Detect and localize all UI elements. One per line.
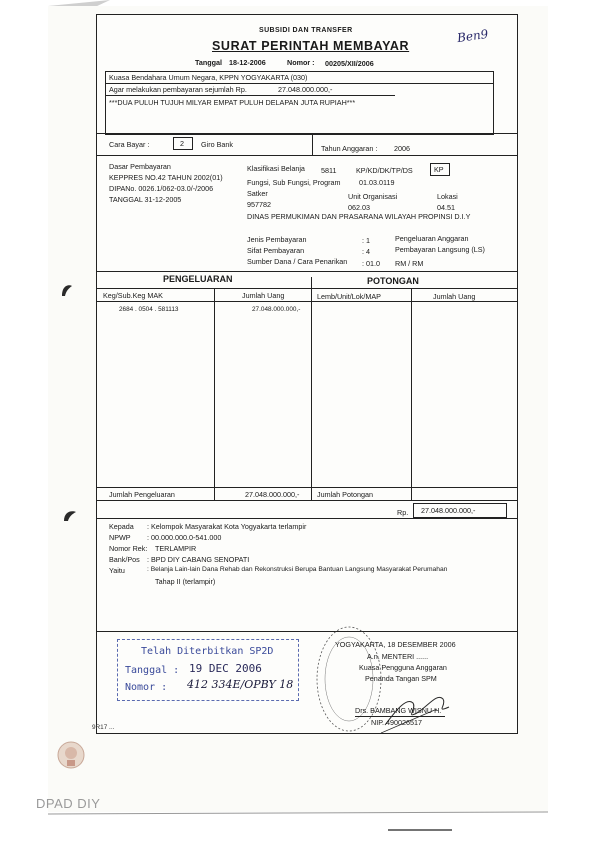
punch-hole-bottom (62, 508, 78, 524)
unit-org-label: Unit Organisasi (348, 192, 398, 201)
sifat-code: : 4 (362, 247, 370, 256)
footer-code: 9R17 ... (92, 724, 115, 731)
sign-role-2: Penanda Tangan SPM (365, 674, 437, 683)
bank-value: : BPD DIY CABANG SENOPATI (147, 555, 250, 564)
table-row-kode: 2684 . 0504 . 581113 (119, 306, 179, 313)
col-jumlah-header-right: Jumlah Uang (433, 292, 476, 301)
cara-bayar-label: Cara Bayar : (109, 140, 150, 149)
dinas-text: DINAS PERMUKIMAN DAN PRASARANA WILAYAH PROPINSI D.I.Y (247, 212, 471, 221)
pengeluaran-title: PENGELUARAN (163, 274, 233, 284)
sp2d-nomor-value: 412 334E/OPBY 18 (187, 678, 294, 691)
yaitu-value: : Belanja Lain-lain Dana Rehab dan Rekonstruksi Berupa Bantuan Langsung Masyarakat Perumahan (147, 566, 448, 573)
kepada-label: Kepada (109, 522, 134, 531)
satker-label: Satker (247, 189, 268, 198)
punch-hole-top (60, 282, 74, 298)
archive-logo-icon (56, 738, 86, 772)
form-title: SURAT PERINTAH MEMBAYAR (212, 39, 410, 53)
satker-value: 957782 (247, 200, 271, 209)
npwp-label: NPWP (109, 533, 131, 542)
sign-role-1: Kuasa Pengguna Anggaran (359, 663, 447, 672)
kp-value: KP (434, 165, 444, 174)
total-potongan-label: Jumlah Potongan (317, 490, 373, 499)
nomor-rek-value: TERLAMPIR (155, 544, 197, 553)
watermark-text: DPAD DIY (36, 796, 101, 811)
sign-an: A.n. MENTERI ...... (367, 652, 429, 661)
fungsi-label: Fungsi, Sub Fungsi, Program (247, 178, 341, 187)
sifat-text: Pembayaran Langsung (LS) (395, 245, 485, 254)
sp2d-tanggal-label: Tanggal : (125, 665, 180, 676)
sign-name: Drs. BAMBANG WISNU H. (355, 706, 442, 715)
lokasi-value: 04.51 (437, 203, 455, 212)
bank-label: Bank/Pos (109, 555, 140, 564)
spm-form (96, 14, 518, 734)
sp2d-tanggal-value: 19 DEC 2006 (189, 662, 262, 675)
sign-place-date: YOGYAKARTA, 18 DESEMBER 2006 (335, 640, 456, 649)
cara-bayar-code: 2 (180, 139, 184, 148)
date-value: 18-12-2006 (229, 58, 266, 67)
agar-label: Agar melakukan pembayaran sejumlah Rp. (109, 85, 247, 94)
date-label: Tanggal (195, 58, 223, 67)
total-pengeluaran-label: Jumlah Pengeluaran (109, 490, 175, 499)
col-lemb-header: Lemb/Unit/Lok/MAP (317, 292, 381, 301)
yaitu-label: Yaitu (109, 566, 125, 575)
agar-amount: 27.048.000.000,- (278, 85, 333, 94)
tahun-anggaran-value: 2006 (394, 144, 410, 153)
total-pengeluaran-value: 27.048.000.000,- (245, 490, 300, 499)
sign-nip: NIP. 490026517 (371, 718, 423, 727)
terbilang-text: ***DUA PULUH TUJUH MILYAR EMPAT PULUH DELAPAN JUTA RUPIAH*** (109, 98, 356, 107)
klasifikasi-label: Klasifikasi Belanja (247, 164, 305, 173)
kp-label: KP/KD/DK/TP/DS (356, 166, 413, 175)
kuasa-text: Kuasa Bendahara Umum Negara, KPPN YOGYAKARTA (030) (109, 73, 308, 82)
jenis-label: Jenis Pembayaran (247, 235, 307, 244)
net-rp-label: Rp. (397, 508, 409, 517)
lokasi-label: Lokasi (437, 192, 458, 201)
dasar-line-3: TANGGAL 31-12-2005 (109, 195, 182, 204)
col-keg-header: Keg/Sub.Keg MAK (103, 291, 163, 300)
sp2d-nomor-label: Nomor : (125, 682, 168, 693)
unit-org-value: 062.03 (348, 203, 370, 212)
fungsi-value: 01.03.0119 (359, 178, 395, 187)
kepada-value: : Kelompok Masyarakat Kota Yogyakarta terlampir (147, 522, 307, 531)
sp2d-stamp-title: Telah Diterbitkan SP2D (141, 646, 274, 657)
form-top-label: SUBSIDI DAN TRANSFER (259, 27, 353, 34)
table-row-jumlah: 27.048.000.000,- (252, 306, 301, 313)
number-label: Nomor : (287, 58, 315, 67)
dasar-label: Dasar Pembayaran (109, 162, 171, 171)
sumber-code: : 01.0 (362, 259, 380, 268)
dasar-line-1: KEPPRES NO.42 TAHUN 2002(01) (109, 173, 223, 182)
col-jumlah-header-left: Jumlah Uang (242, 291, 285, 300)
sifat-label: Sifat Pembayaran (247, 246, 305, 255)
npwp-value: : 00.000.000.0-541.000 (147, 533, 222, 542)
tahun-anggaran-label: Tahun Anggaran : (321, 144, 378, 153)
yaitu-continuation: Tahap II (terlampir) (155, 577, 216, 586)
sumber-label: Sumber Dana / Cara Penarikan (247, 257, 348, 266)
klasifikasi-code: 5811 (321, 166, 337, 175)
jenis-code: : 1 (362, 236, 370, 245)
number-value: 00205/XII/2006 (325, 59, 374, 68)
net-amount-value: 27.048.000.000,- (421, 506, 476, 515)
dasar-line-2: DIPANo. 0026.1/062-03.0/-/2006 (109, 184, 214, 193)
potongan-title: POTONGAN (367, 276, 419, 286)
jenis-text: Pengeluaran Anggaran (395, 234, 469, 243)
nomor-rek-label: Nomor Rek: (109, 544, 148, 553)
sumber-text: RM / RM (395, 259, 424, 268)
handwritten-note: Ben9 (456, 26, 490, 46)
cara-bayar-text: Giro Bank (201, 140, 233, 149)
